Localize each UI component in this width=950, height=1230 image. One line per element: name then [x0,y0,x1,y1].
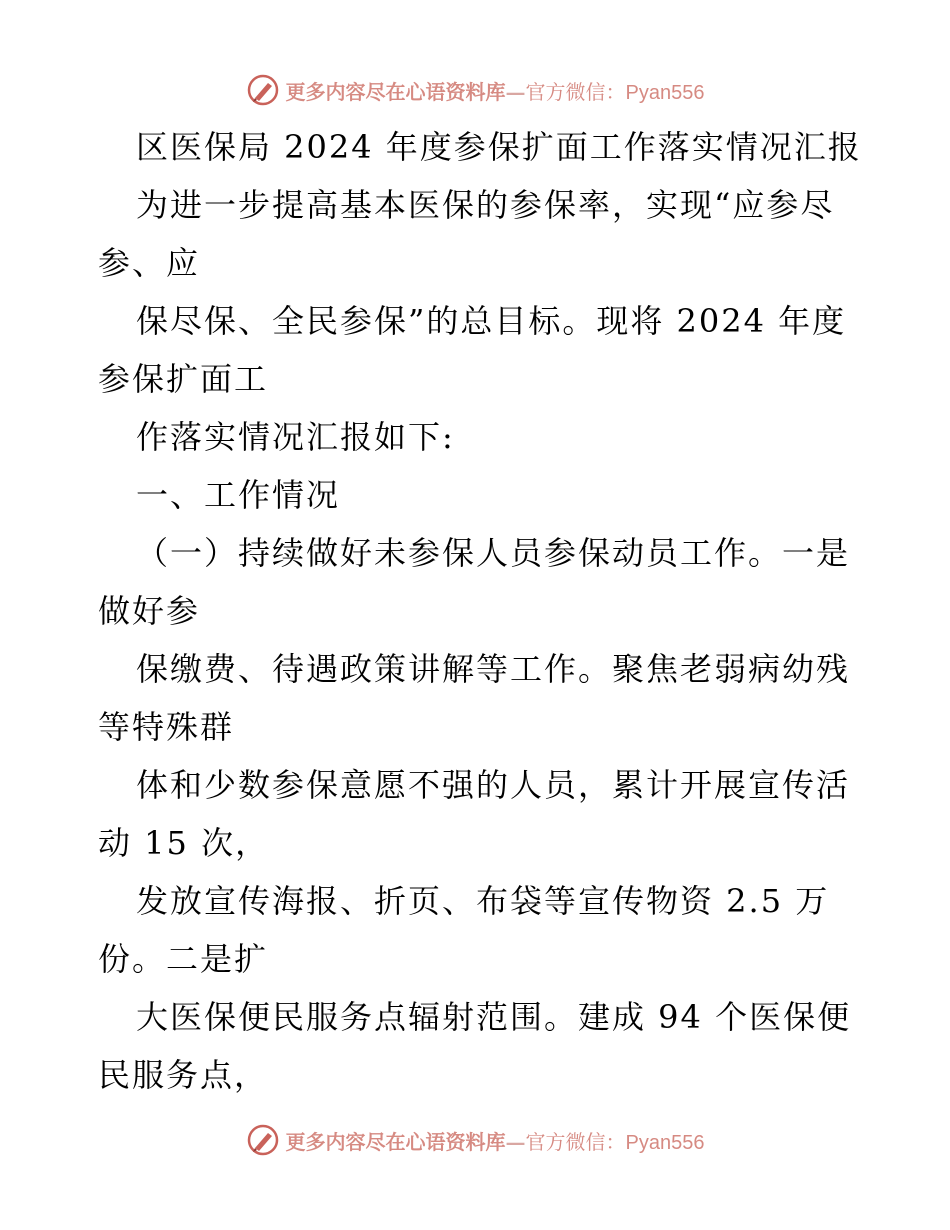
paragraph-line: 为进一步提高基本医保的参保率，实现“应参尽 [136,186,835,224]
paragraph-line: 保尽保、全民参保”的总目标。现将 2024 年度 [136,302,847,340]
paragraph-line: 参、应 [98,244,201,282]
paragraph-line: （一）持续做好未参保人员参保动员工作。一是 [136,534,851,572]
paragraph-line: 做好参 [98,592,201,630]
paragraph-line: 一、工作情况 [136,476,341,514]
paragraph-line: 发放宣传海报、折页、布袋等宣传物资 2.5 万 [136,882,830,920]
paragraph-line: 保缴费、待遇政策讲解等工作。聚焦老弱病幼残 [136,650,851,688]
paragraph-line: 区医保局 2024 年度参保扩面工作落实情况汇报 [136,128,862,166]
paragraph-line: 份。二是扩 [98,940,269,978]
footer-watermark [0,1120,950,1160]
paragraph-line: 民服务点， [98,1056,269,1094]
pen-logo-icon [246,1123,280,1157]
watermark-text: 更多内容尽在心语资料库—官方微信：Pyan556 [285,79,705,104]
paragraph-line: 等特殊群 [98,708,235,746]
paragraph-line: 体和少数参保意愿不强的人员，累计开展宣传活 [136,766,851,804]
pen-logo-icon [246,73,280,107]
paragraph-line: 动 15 次， [98,824,270,862]
paragraph-line: 大医保便民服务点辐射范围。建成 94 个医保便 [136,998,852,1036]
document-body [98,118,862,1104]
header-watermark [0,70,950,110]
paragraph-line: 参保扩面工 [98,360,269,398]
paragraph-line: 作落实情况汇报如下: [136,418,455,456]
watermark-text: 更多内容尽在心语资料库—官方微信：Pyan556 [285,1129,705,1154]
